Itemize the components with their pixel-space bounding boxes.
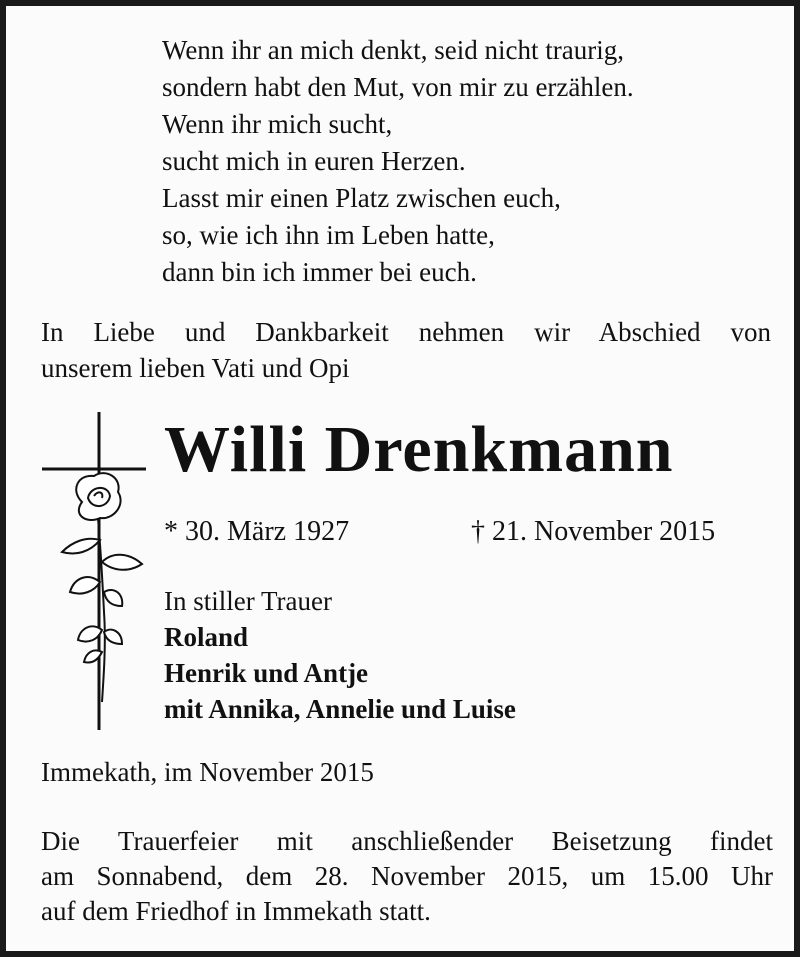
poem-line: sondern habt den Mut, von mir zu erzählen.	[162, 72, 634, 102]
service-line: am Sonnabend, dem 28. November 2015, um 15.00 Uhr	[41, 861, 773, 891]
mourner-name: Henrik und Antje	[164, 658, 369, 688]
place-date: Immekath, im November 2015	[41, 757, 374, 787]
poem-line: dann bin ich immer bei euch.	[162, 257, 477, 287]
poem-line: sucht mich in euren Herzen.	[162, 146, 466, 176]
poem-line: Wenn ihr an mich denkt, seid nicht traurig,	[162, 35, 624, 65]
poem-line: Lasst mir einen Platz zwischen euch,	[162, 183, 561, 213]
birth-date: * 30. März 1927	[164, 516, 350, 547]
rose-icon	[62, 473, 142, 702]
intro-line: In Liebe und Dankbarkeit nehmen wir Abschied von	[41, 317, 771, 347]
memorial-poem	[162, 32, 782, 291]
death-date: † 21. November 2015	[471, 516, 716, 547]
mourners-block	[164, 583, 516, 727]
poem-line: Wenn ihr mich sucht,	[162, 109, 393, 139]
cross-icon	[42, 412, 152, 732]
service-line: Die Trauerfeier mit anschließender Beisetzung findet	[41, 826, 773, 856]
intro-line: unserem lieben Vati und Opi	[41, 353, 350, 383]
deceased-name: Willi Drenkmann	[164, 413, 674, 486]
mourner-name: mit Annika, Annelie und Luise	[164, 694, 516, 724]
mourners-heading: In stiller Trauer	[164, 586, 332, 616]
intro-text	[41, 314, 771, 386]
service-line: auf dem Friedhof in Immekath statt.	[41, 896, 431, 926]
poem-line: so, wie ich ihn im Leben hatte,	[162, 220, 495, 250]
funeral-service-info	[41, 824, 773, 929]
mourner-name: Roland	[164, 622, 249, 652]
